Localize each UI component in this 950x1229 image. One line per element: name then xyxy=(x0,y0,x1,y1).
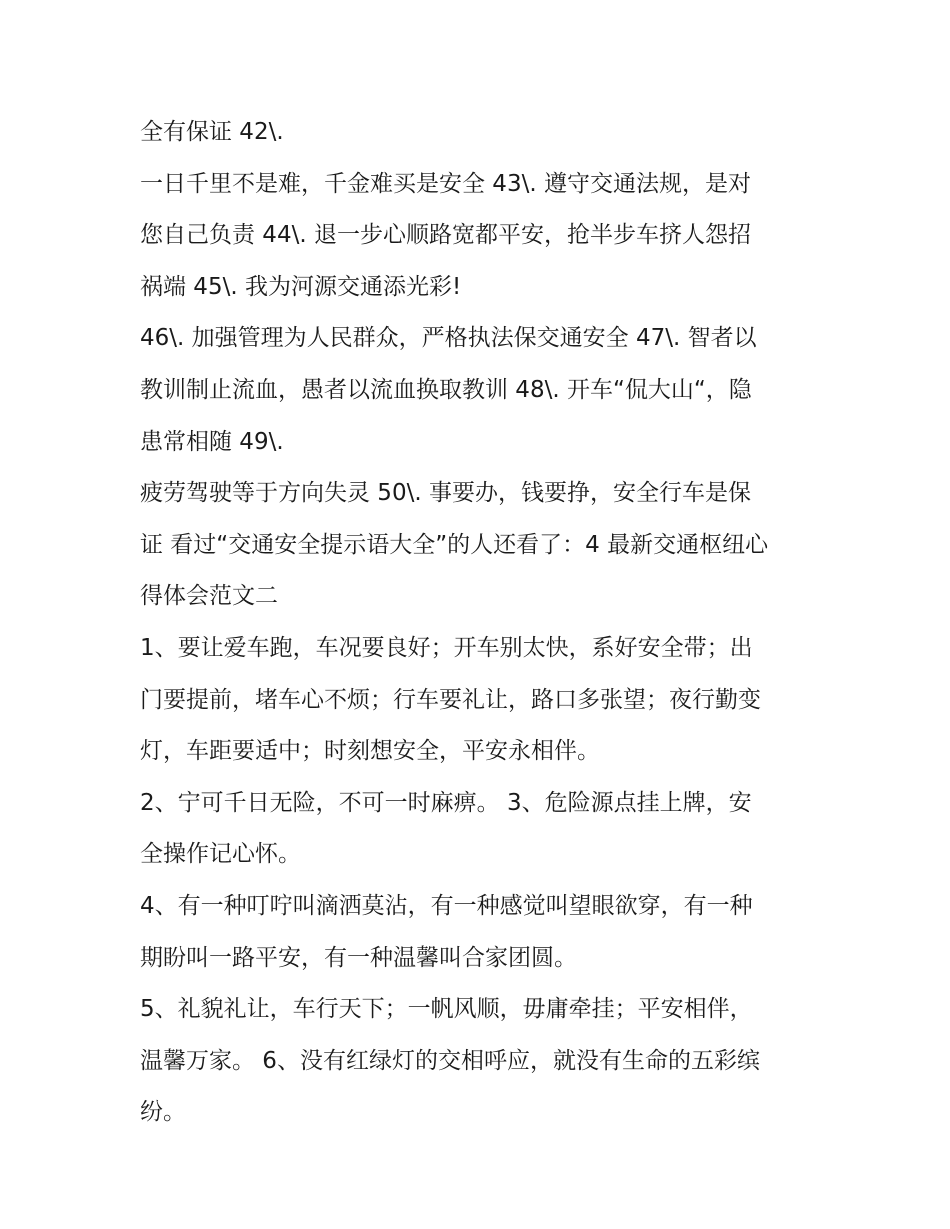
text-line: 温馨万家。 6、没有红绿灯的交相呼应，就没有生命的五彩缤 xyxy=(140,1047,760,1074)
paragraph-8 xyxy=(140,984,820,1139)
text-line: 期盼叫一路平安，有一种温馨叫合家团圆。 xyxy=(140,944,577,971)
paragraph-1 xyxy=(140,107,820,159)
paragraph-2 xyxy=(140,159,820,314)
text-line: 教训制止流血，愚者以流血换取教训 48\. 开车“侃大山“，隐 xyxy=(140,376,752,403)
paragraph-5 xyxy=(140,623,820,778)
text-line: 证 看过“交通安全提示语大全”的人还看了：4 最新交通枢纽心 xyxy=(140,531,769,558)
text-line: 得体会范文二 xyxy=(140,583,278,610)
text-line: 门要提前，堵车心不烦；行车要礼让，路口多张望；夜行勤变 xyxy=(140,686,761,713)
text-line: 1、要让爱车跑，车况要良好；开车别太快，系好安全带；出 xyxy=(140,634,753,661)
text-line: 一日千里不是难，千金难买是安全 43\. 遵守交通法规，是对 xyxy=(140,170,751,197)
document-body xyxy=(140,107,820,1139)
text-line: 患常相随 49\. xyxy=(140,428,284,455)
paragraph-6 xyxy=(140,778,820,881)
paragraph-7 xyxy=(140,881,820,984)
text-line: 祸端 45\. 我为河源交通添光彩! xyxy=(140,273,462,300)
text-line: 5、礼貌礼让，车行天下；一帆风顺，毋庸牵挂；平安相伴， xyxy=(140,996,753,1023)
text-line: 您自己负责 44\. 退一步心顺路宽都平安，抢半步车挤人怨招 xyxy=(140,222,751,249)
text-line: 灯，车距要适中；时刻想安全，平安永相伴。 xyxy=(140,738,600,765)
paragraph-4 xyxy=(140,468,820,623)
text-line: 全有保证 42\. xyxy=(140,119,284,145)
text-line: 4、有一种叮咛叫滴洒莫沾，有一种感觉叫望眼欲穿，有一种 xyxy=(140,892,753,919)
text-line: 46\. 加强管理为人民群众，严格执法保交通安全 47\. 智者以 xyxy=(140,325,757,352)
text-line: 疲劳驾驶等于方向失灵 50\. 事要办，钱要挣，安全行车是保 xyxy=(140,480,751,507)
paragraph-3 xyxy=(140,313,820,468)
text-line: 全操作记心怀。 xyxy=(140,841,301,868)
text-line: 2、宁可千日无险，不可一时麻痹。 3、危险源点挂上牌，安 xyxy=(140,789,752,816)
text-line: 纷。 xyxy=(140,1099,186,1126)
